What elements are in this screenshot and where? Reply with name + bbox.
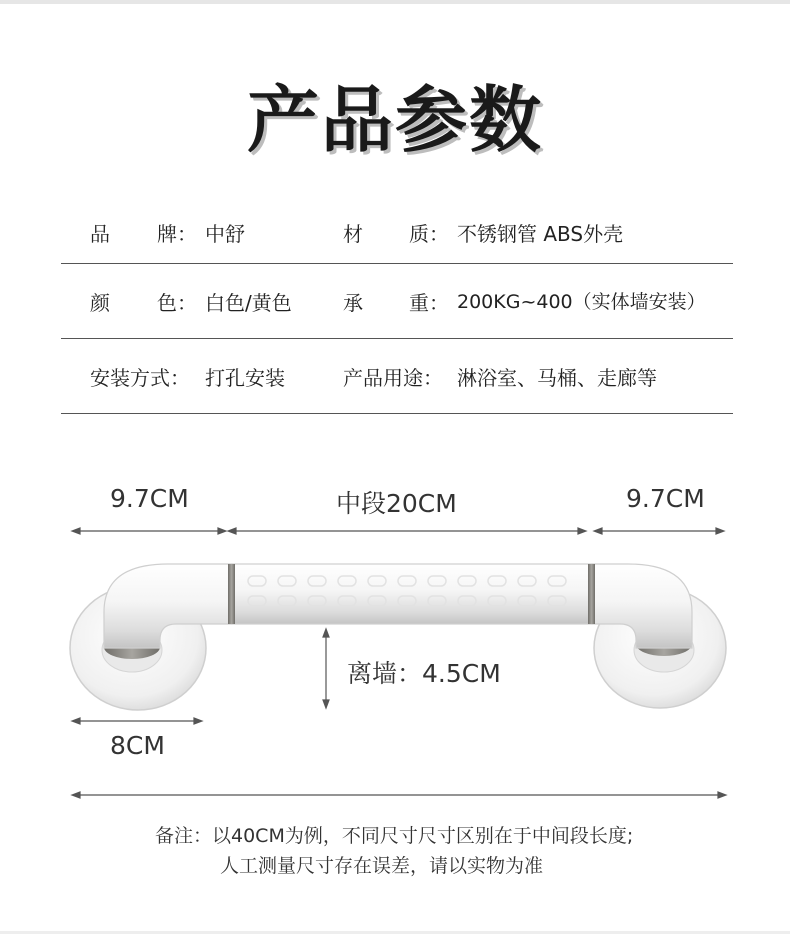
brand-value: 中舒 (205, 222, 245, 246)
load-value: 200KG~400（实体墙安装） (457, 291, 706, 313)
usage-key: 产品用途： (343, 366, 443, 390)
install-value: 打孔安装 (205, 366, 285, 390)
brand-key-1: 品 (90, 222, 110, 246)
note-line-2: 人工测量尺寸存在误差，请以实物为准 (220, 855, 544, 877)
material-key-1: 材 (343, 222, 363, 246)
install-key: 安装方式： (90, 366, 190, 390)
load-key-2: 重： (409, 291, 449, 315)
middle-length-label: 中段20CM (336, 489, 457, 518)
material-value: 不锈钢管 ABS外壳 (457, 222, 624, 246)
brand-key-2: 牌： (157, 222, 197, 246)
material-key-2: 质： (409, 222, 449, 246)
load-key-1: 承 (343, 291, 363, 315)
base-diameter-label: 8CM (110, 731, 165, 760)
right-length-label: 9.7CM (626, 484, 705, 513)
color-key-1: 颜 (90, 291, 110, 315)
page-title: 产品参数 (246, 78, 543, 162)
note-line-1: 备注：以40CM为例，不同尺寸尺寸区别在于中间段长度; (155, 825, 634, 847)
left-length-label: 9.7CM (110, 484, 189, 513)
usage-value: 淋浴室、马桶、走廊等 (457, 366, 657, 390)
color-key-2: 色： (157, 291, 197, 315)
wall-distance-label: 离墙：4.5CM (347, 659, 501, 688)
color-value: 白色/黄色 (205, 291, 292, 315)
